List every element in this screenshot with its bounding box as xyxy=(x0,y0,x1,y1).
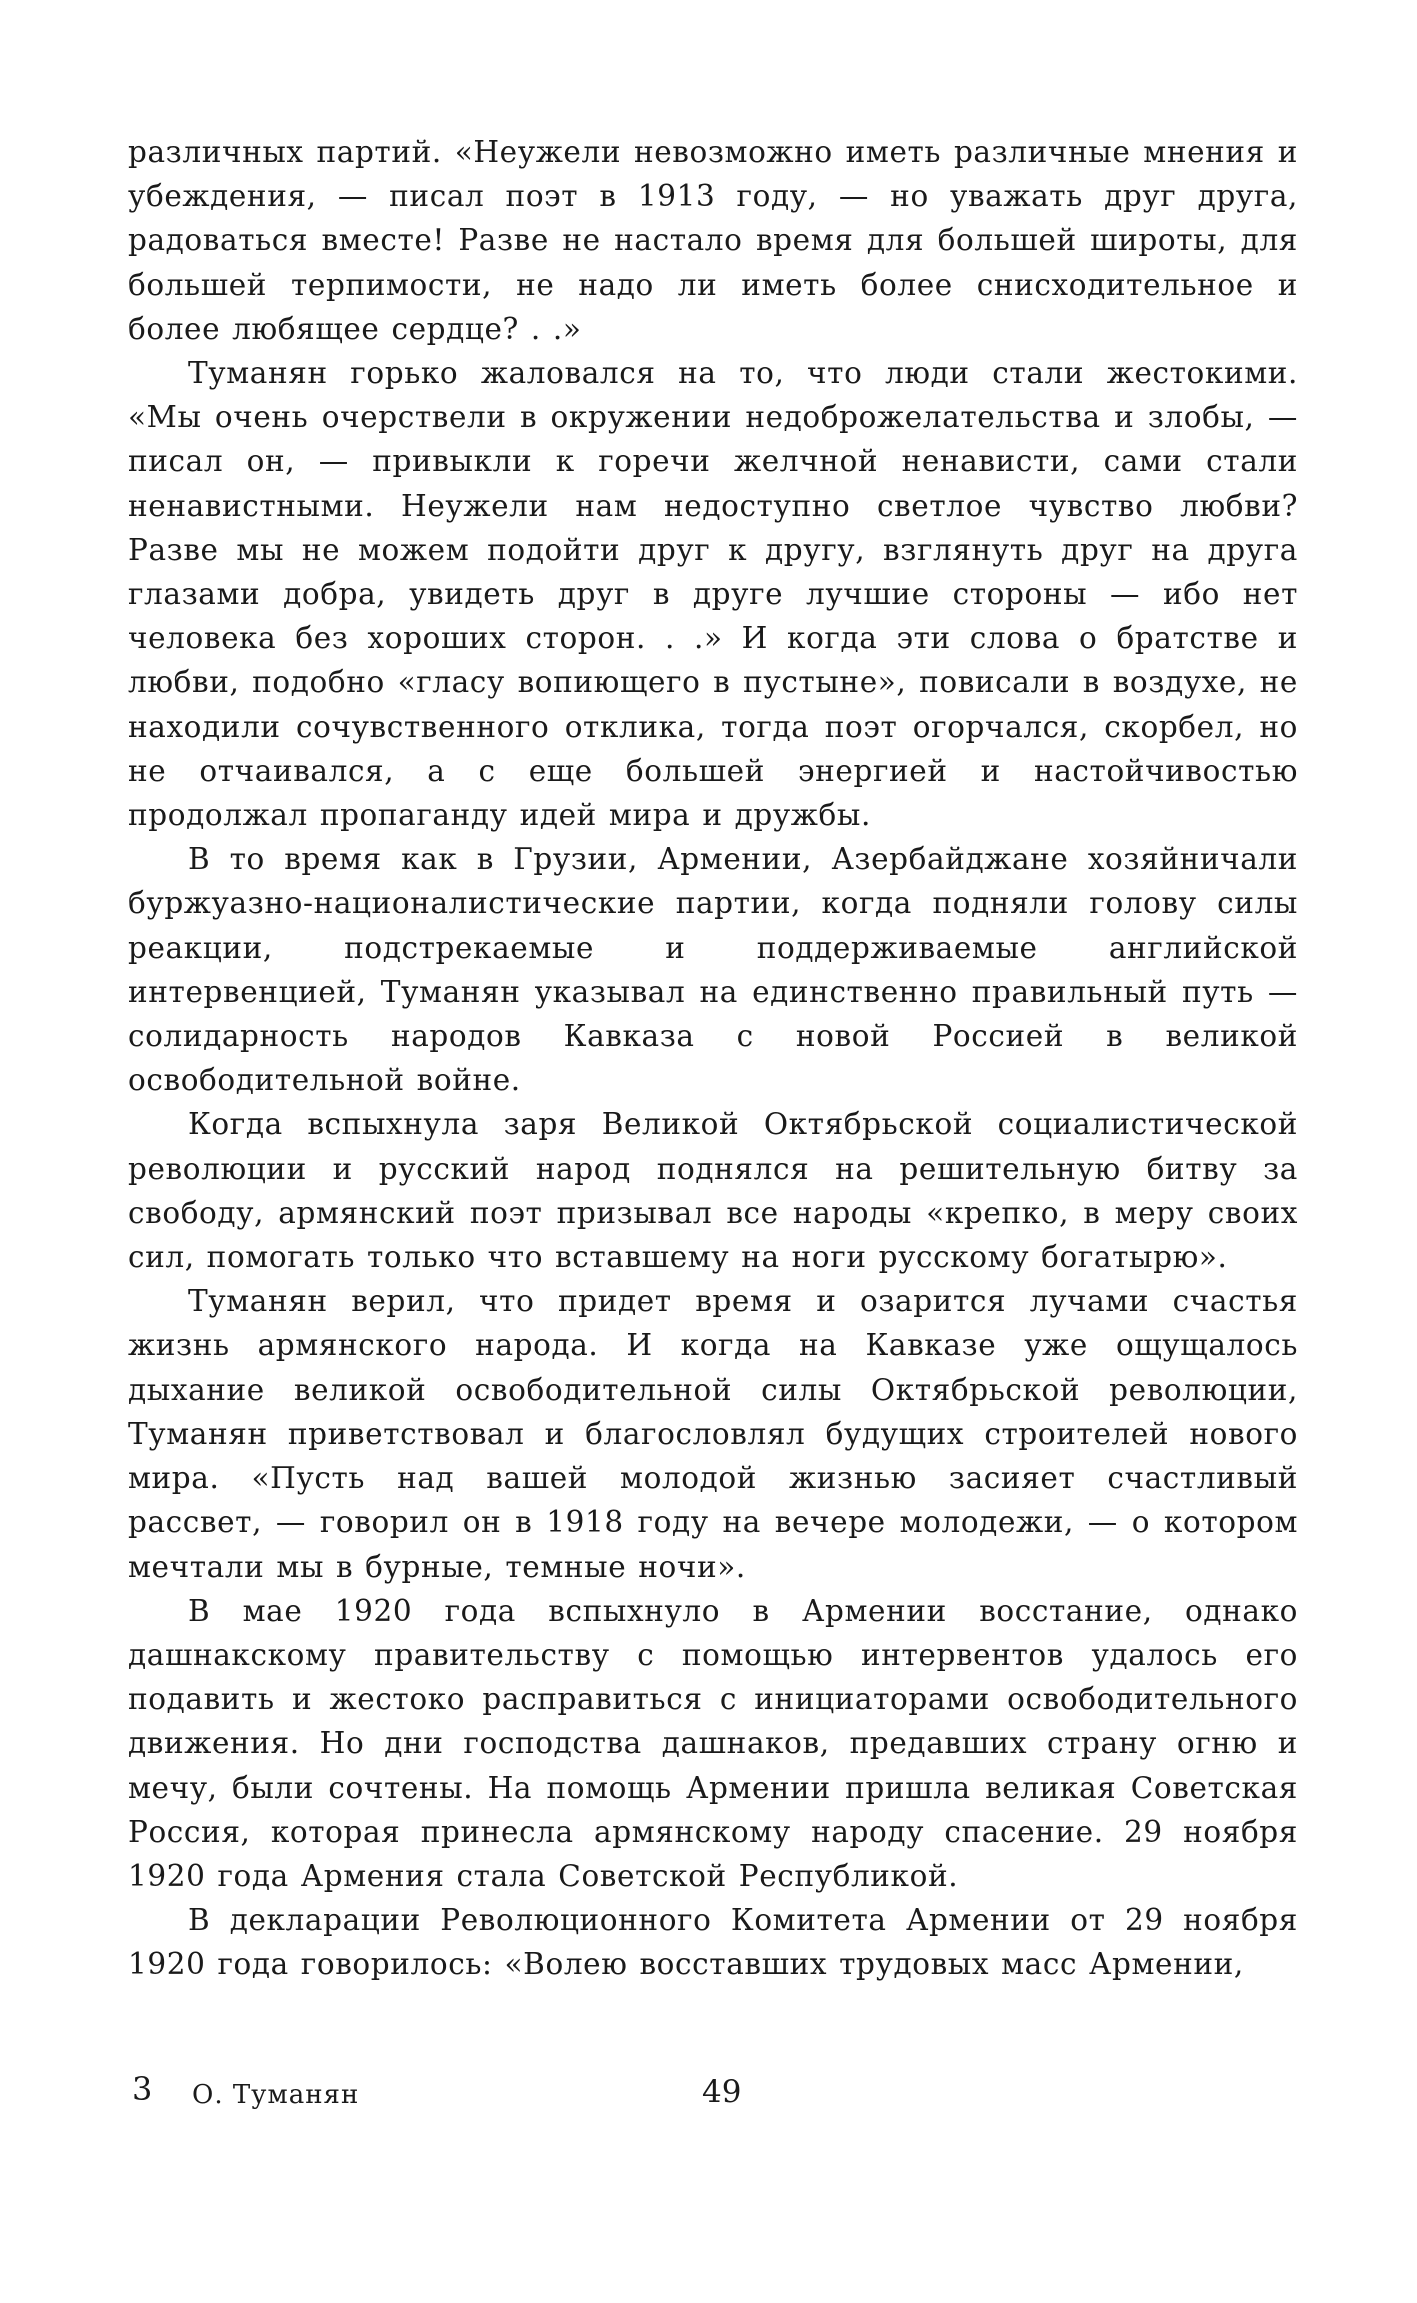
paragraph: Когда вспыхнула заря Великой Октябрьской социалистической революции и русский народ поднялся на решительную битву за свободу, армянский поэт призывал все народы «крепко, в меру своих сил, помогать только что вставшему на ноги русскому богатырю». xyxy=(128,1107,1298,1275)
signature-title: О. Туманян xyxy=(192,2080,360,2110)
paragraph: В декларации Революционного Комитета Армении от 29 ноября 1920 года говорилось: «Волею восставших трудовых масс Армении, xyxy=(128,1903,1298,1982)
paragraph-continuation: различных партий. «Неужели невозможно иметь различные мнения и убеждения, — писал поэт в 1913 году, — но уважать друг друга, радоваться вместе! Разве не настало время для большей широты, для большей терпимости, не надо ли иметь более снисходительное и более любящее сердце? . .» xyxy=(128,135,1298,346)
body-text xyxy=(128,130,1298,1987)
paragraph: Туманян горько жаловался на то, что люди стали жестокими. «Мы очень очерствели в окружении недоброжелательства и злобы, — писал он, — привыкли к горечи желчной ненависти, сами стали ненавистными. Неужели нам недоступно светлое чувство любви? Разве мы не можем подойти друг к другу, взглянуть друг на друга глазами добра, увидеть друг в друге лучшие стороны — ибо нет человека без хороших сторон. . .» И когда эти слова о братстве и любви, подобно «гласу вопиющего в пустыне», повисали в воздухе, не находили сочувственного отклика, тогда поэт огорчался, скорбел, но не отчаивался, а с еще большей энергией и настойчивостью продолжал пропаганду идей мира и дружбы. xyxy=(128,356,1298,833)
page-footer xyxy=(0,2070,1417,2130)
signature-number: 3 xyxy=(132,2070,153,2108)
paragraph: В то время как в Грузии, Армении, Азербайджане хозяйничали буржуазно-националистические партии, когда подняли голову силы реакции, подстрекаемые и поддерживаемые английской интервенцией, Туманян указывал на единственно правильный путь — солидарность народов Кавказа с новой Россией в великой освободительной войне. xyxy=(128,842,1298,1098)
paragraph: В мае 1920 года вспыхнуло в Армении восстание, однако дашнакскому правительству с помощью интервентов удалось его подавить и жестоко расправиться с инициаторами освободительного движения. Но дни господства дашнаков, предавших страну огню и мечу, были сочтены. На помощь Армении пришла великая Советская Россия, которая принесла армянскому народу спасение. 29 ноября 1920 года Армения стала Советской Республикой. xyxy=(128,1593,1298,1893)
paragraph: Туманян верил, что придет время и озарится лучами счастья жизнь армянского народа. И когда на Кавказе уже ощущалось дыхание великой освободительной силы Октябрьской революции, Туманян приветствовал и благословлял будущих строителей нового мира. «Пусть над вашей молодой жизнью засияет счастливый рассвет, — говорил он в 1918 году на вечере молодежи, — о котором мечтали мы в бурные, темные ночи». xyxy=(128,1284,1298,1584)
page-number: 49 xyxy=(702,2074,742,2110)
